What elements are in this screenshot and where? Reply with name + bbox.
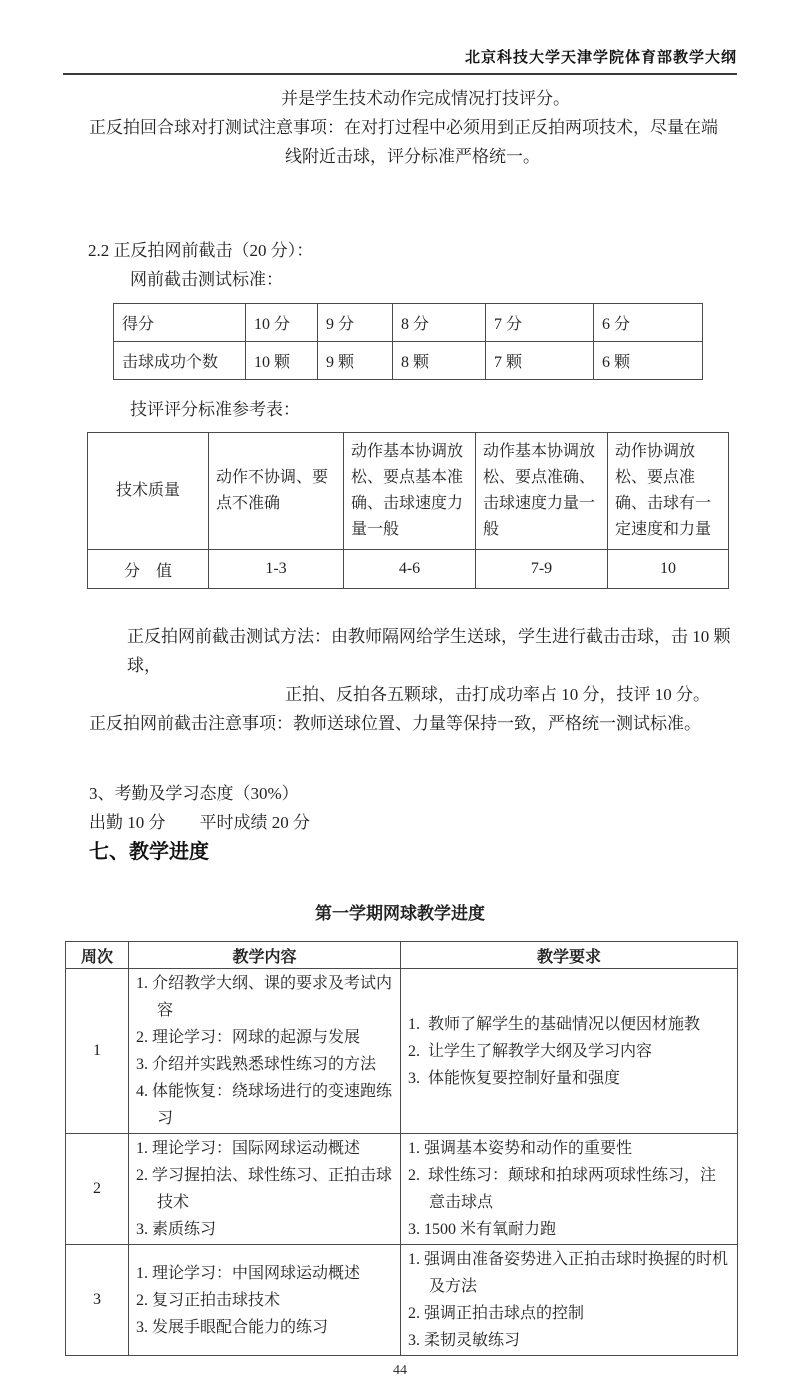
schedule-title: 第一学期网球教学进度 bbox=[315, 904, 485, 923]
table-row-week-2 bbox=[66, 1134, 738, 1245]
list-item: 1. 教师了解学生的基础情况以便因材施教 bbox=[408, 1015, 701, 1033]
schedule-table bbox=[65, 941, 738, 1356]
list-item: 2. 理论学习：网球的起源与发展 bbox=[136, 1029, 361, 1046]
table-cell: 技术质量 bbox=[88, 433, 209, 550]
list-item: 1. 介绍教学大纲、课的要求及考试内容 bbox=[136, 975, 393, 1019]
week-number: 2 bbox=[66, 1134, 129, 1245]
week-content-cell bbox=[129, 1245, 401, 1356]
list-item: 2. 强调正拍击球点的控制 bbox=[408, 1305, 585, 1322]
intro-line-1: 并是学生技术动作完成情况打技评分。 bbox=[281, 89, 570, 108]
table-cell: 4-6 bbox=[344, 550, 476, 589]
section-7-heading: 七、教学进度 bbox=[89, 841, 209, 863]
table-cell: 8 分 bbox=[393, 304, 486, 342]
list-item: 1. 强调由准备姿势进入正拍击球时换握的时机及方法 bbox=[408, 1251, 729, 1295]
list-item: 1. 理论学习：国际网球运动概述 bbox=[136, 1140, 361, 1157]
page-header-title: 北京科技大学天津学院体育部教学大纲 bbox=[464, 50, 737, 66]
table-row-week-1 bbox=[66, 969, 738, 1134]
score-table-row-score bbox=[114, 304, 703, 342]
table-cell: 9 分 bbox=[318, 304, 393, 342]
list-item: 3. 1500 米有氧耐力跑 bbox=[408, 1221, 557, 1238]
table-cell: 8 颗 bbox=[393, 342, 486, 380]
section-2-2-heading: 2.2 正反拍网前截击（20 分）： bbox=[88, 241, 314, 260]
table-cell: 击球成功个数 bbox=[114, 342, 246, 380]
list-item: 3. 柔韧灵敏练习 bbox=[408, 1332, 521, 1349]
table-cell: 9 颗 bbox=[318, 342, 393, 380]
table-cell: 分 值 bbox=[88, 550, 209, 589]
tech-rating-table bbox=[87, 432, 729, 589]
column-header-week: 周次 bbox=[66, 942, 129, 969]
score-table-caption: 网前截击测试标准： bbox=[130, 270, 283, 289]
method-line-1: 正反拍网前截击测试方法：由教师隔网给学生送球，学生进行截击击球，击 10 颗球， bbox=[127, 627, 731, 675]
list-item: 2. 学习握拍法、球性练习、正拍击球技术 bbox=[136, 1167, 393, 1211]
table-cell: 10 颗 bbox=[246, 342, 318, 380]
week-content-cell bbox=[129, 1134, 401, 1245]
list-item: 2. 让学生了解教学大纲及学习内容 bbox=[408, 1042, 653, 1060]
table-cell: 1-3 bbox=[209, 550, 344, 589]
table-row-week-3 bbox=[66, 1245, 738, 1356]
table-cell: 7-9 bbox=[476, 550, 608, 589]
list-item: 3. 素质练习 bbox=[136, 1221, 217, 1238]
week-requirements-cell bbox=[401, 969, 738, 1134]
header-rule bbox=[63, 73, 737, 75]
table-cell: 得分 bbox=[114, 304, 246, 342]
week-requirements-cell bbox=[401, 1245, 738, 1356]
list-item: 2. 复习正拍击球技术 bbox=[136, 1291, 281, 1309]
tech-table-row-value bbox=[88, 550, 729, 589]
method-line-2: 正拍、反拍各五颗球，击打成功率占 10 分，技评 10 分。 bbox=[285, 685, 710, 704]
list-item: 4. 体能恢复：绕球场进行的变速跑练习 bbox=[136, 1083, 393, 1127]
section-3-detail: 出勤 10 分 平时成绩 20 分 bbox=[89, 813, 310, 832]
table-cell: 6 颗 bbox=[594, 342, 703, 380]
score-table-row-balls bbox=[114, 342, 703, 380]
table-cell: 6 分 bbox=[594, 304, 703, 342]
week-number: 3 bbox=[66, 1245, 129, 1356]
list-item: 2. 球性练习：颠球和拍球两项球性练习，注意击球点 bbox=[408, 1167, 717, 1211]
schedule-table-header-row bbox=[66, 942, 738, 969]
intro-line-3: 线附近击球，评分标准严格统一。 bbox=[285, 147, 540, 166]
table-cell: 动作基本协调放松、要点准确、击球速度力量一般 bbox=[476, 433, 608, 550]
table-cell: 7 颗 bbox=[486, 342, 594, 380]
list-item: 3. 介绍并实践熟悉球性练习的方法 bbox=[136, 1056, 377, 1073]
table-cell: 10 bbox=[608, 550, 729, 589]
tech-table-caption: 技评评分标准参考表： bbox=[130, 400, 300, 419]
list-item: 1. 强调基本姿势和动作的重要性 bbox=[408, 1140, 633, 1157]
notes-line: 正反拍网前截击注意事项：教师送球位置、力量等保持一致，严格统一测试标准。 bbox=[89, 714, 701, 733]
week-content-cell bbox=[129, 969, 401, 1134]
table-cell: 7 分 bbox=[486, 304, 594, 342]
week-number: 1 bbox=[66, 969, 129, 1134]
table-cell: 10 分 bbox=[246, 304, 318, 342]
table-cell: 动作协调放松、要点准确、击球有一定速度和力量 bbox=[608, 433, 729, 550]
score-table bbox=[113, 303, 703, 380]
intro-line-2: 正反拍回合球对打测试注意事项：在对打过程中必须用到正反拍两项技术，尽量在端 bbox=[89, 118, 718, 137]
column-header-content: 教学内容 bbox=[129, 942, 401, 969]
list-item: 3. 发展手眼配合能力的练习 bbox=[136, 1318, 329, 1336]
page-number: 44 bbox=[393, 1363, 407, 1378]
section-3-heading: 3、考勤及学习态度（30%） bbox=[89, 784, 299, 803]
list-item: 1. 理论学习：中国网球运动概述 bbox=[136, 1264, 361, 1282]
table-cell: 动作基本协调放松、要点基本准确、击球速度力量一般 bbox=[344, 433, 476, 550]
list-item: 3. 体能恢复要控制好量和强度 bbox=[408, 1069, 621, 1087]
week-requirements-cell bbox=[401, 1134, 738, 1245]
table-cell: 动作不协调、要点不准确 bbox=[209, 433, 344, 550]
tech-table-row-quality bbox=[88, 433, 729, 550]
column-header-requirements: 教学要求 bbox=[401, 942, 738, 969]
